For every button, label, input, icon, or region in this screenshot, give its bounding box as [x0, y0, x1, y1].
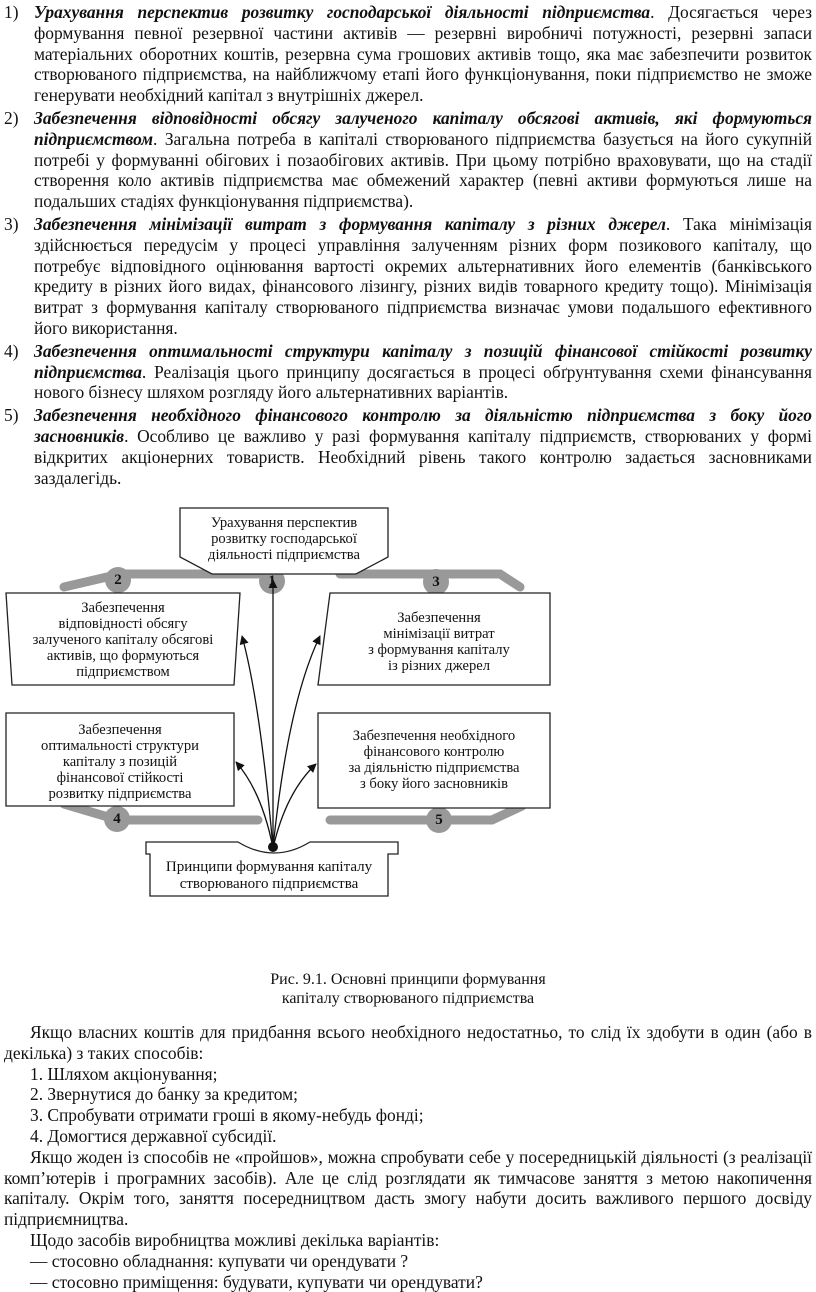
arrow-3: [273, 636, 320, 848]
paragraph: Якщо власних коштів для придбання всього необхідного недостатньо, то слід їх здобути в один (або в декілька) з таких способів:: [4, 1022, 812, 1063]
label-line: Забезпечення: [81, 600, 165, 616]
principle-number: 5): [4, 405, 19, 426]
principle-number-4: 4: [113, 811, 121, 827]
list-item: — стосовно обладнання: купувати чи орендувати ?: [30, 1250, 409, 1271]
principle-title: Забезпечення відповідності обсягу залученого капіталу обсягові активів, які формуються підприємством: [34, 107, 812, 149]
label-line: Забезпечення необхідного: [352, 728, 516, 744]
principle-number-3: 3: [432, 574, 440, 590]
label-line: Забезпечення: [78, 722, 162, 738]
principle-text: . Реалізація цього принципу досягається в процесі обґрунтування схеми фінансування нового бізнесу шляхом розгляду його альтернативних варіантів.: [34, 361, 812, 403]
label-line: фінансової стійкості: [56, 770, 184, 786]
label-line: діяльності підприємства: [208, 547, 360, 563]
principle-item: [4, 214, 812, 339]
label-line: створюваного підприємства: [179, 876, 359, 892]
principle-number-5: 5: [435, 812, 443, 828]
label-line: капіталу з позицій: [62, 754, 178, 770]
label-line: підприємством: [76, 664, 170, 680]
principle-number: 1): [4, 2, 19, 22]
principle-number-1: 1: [268, 573, 276, 589]
label-line: відповідності обсягу: [58, 616, 188, 632]
arrows-origin-dot: [268, 842, 278, 852]
principle-item: [4, 405, 812, 488]
box-right-top-label: [334, 610, 544, 674]
arrow-5: [273, 764, 316, 848]
label-line: залученого капіталу обсягові: [32, 632, 214, 648]
label-line: Урахування перспектив: [210, 515, 358, 531]
principle-title: Забезпечення необхідного фінансового контролю за діяльністю підприємства з боку його засновників: [34, 405, 812, 446]
box-left-top-label: [14, 600, 232, 680]
list-item: 4. Домогтися державної субсидії.: [30, 1125, 277, 1146]
paragraph: Якщо жоден із способів не «пройшов», можна спробувати себе у посередницькій діяльності (з реалізації комп’ютерів і програмних засобів). Але це слід розглядати як тимчасове заняття з метою накопичення капіталу. Окрім того, заняття посередництвом дасть змогу набути досить важливого першого досвіду підприємництва.: [4, 1146, 812, 1230]
box-base-label: [152, 859, 386, 893]
diagram-shapes: [0, 502, 816, 912]
box-right-bottom-label: [322, 728, 546, 792]
label-line: активів, що формуються: [46, 648, 200, 664]
list-item: 3. Спробувати отримати гроші в якому-небудь фонді;: [30, 1105, 424, 1126]
principles-diagram: [0, 502, 816, 912]
figure-caption: [0, 970, 816, 1008]
list-item: 2. Звернутися до банку за кредитом;: [30, 1084, 298, 1105]
principle-item: [4, 2, 812, 106]
label-line: Принципи формування капіталу: [165, 859, 373, 875]
box-top-label: [184, 515, 384, 563]
arrows: [236, 580, 320, 848]
principle-number: 3): [4, 213, 19, 234]
principle-title: Забезпечення оптимальності структури капіталу з позицій фінансової стійкості розвитку підприємства: [34, 340, 812, 382]
principle-title: Забезпечення мінімізації витрат з формування капіталу з різних джерел: [34, 213, 666, 234]
caption-line: Рис. 9.1. Основні принципи формування: [270, 971, 546, 988]
caption-line: капіталу створюваного підприємства: [281, 990, 535, 1007]
principle-text: . Досягається через формування певної резервної частини активів — резервні виробничі потужності, резервні запаси матеріальних оборотних коштів, резервна сума грошових активів тощо, яка має забезпечити розвиток створюваного підприємства, на найближчому етапі його функціонування, поки підприємство не зможе генерувати необхідний капітал з внутрішніх джерел.: [34, 2, 812, 106]
principle-text: . Загальна потреба в капіталі створюваного підприємства базується на його сукупній потребі у формуванні обігових і позаобігових активів. При цьому потрібно враховувати, що на стадії створення коло активів підприємства має обмежений характер (певні активи формуються лише на подальших стадіях функціонування підприємства).: [34, 128, 812, 212]
principle-item: [4, 108, 812, 212]
label-line: мінімізації витрат: [383, 626, 495, 642]
principle-number: 4): [4, 340, 19, 361]
list-item: — стосовно приміщення: будувати, купувати чи орендувати?: [30, 1271, 483, 1292]
label-line: з формування капіталу: [368, 642, 510, 658]
paragraph: Щодо засобів виробництва можливі декілька варіантів:: [30, 1229, 440, 1250]
box-left-bottom-label: [8, 722, 232, 802]
label-line: фінансового контролю: [363, 744, 505, 760]
label-line: з боку його засновників: [359, 776, 508, 792]
label-line: розвитку господарської: [211, 531, 357, 547]
label-line: розвитку підприємства: [48, 786, 192, 802]
arrow-4: [236, 762, 273, 848]
principle-number: 2): [4, 107, 19, 128]
principle-title: Урахування перспектив розвитку господарської діяльності підприємства: [34, 2, 651, 22]
label-line: із різних джерел: [388, 658, 490, 674]
principle-text: . Особливо це важливо у разі формування капіталу підприємств, створюваних у формі відкритих акціонерних товариств. Необхідний рівень такого контролю задається засновниками заздалегідь.: [34, 425, 812, 488]
label-line: оптимальності структури: [41, 738, 199, 754]
principle-number-2: 2: [114, 572, 122, 588]
list-item: 1. Шляхом акціонування;: [30, 1063, 218, 1084]
label-line: за діяльністю підприємства: [348, 760, 520, 776]
band-2: [64, 574, 258, 587]
body-text: [4, 1022, 812, 1292]
principles-list: [4, 2, 812, 490]
principle-text: . Така мінімізація здійснюється передусім у процесі управління залученням різних форм позикового капіталу, що потребує відповідного оцінювання вартості окремих альтернативних його елементів (банківського кредиту в різних його видах, фінансового лізингу, різних видів товарного кредиту тощо). Мінімізація витрат з формування капіталу створюваного підприємства визначає умови подальшого ефективного його використання.: [34, 213, 812, 338]
label-line: Забезпечення: [397, 610, 481, 626]
principle-item: [4, 341, 812, 403]
